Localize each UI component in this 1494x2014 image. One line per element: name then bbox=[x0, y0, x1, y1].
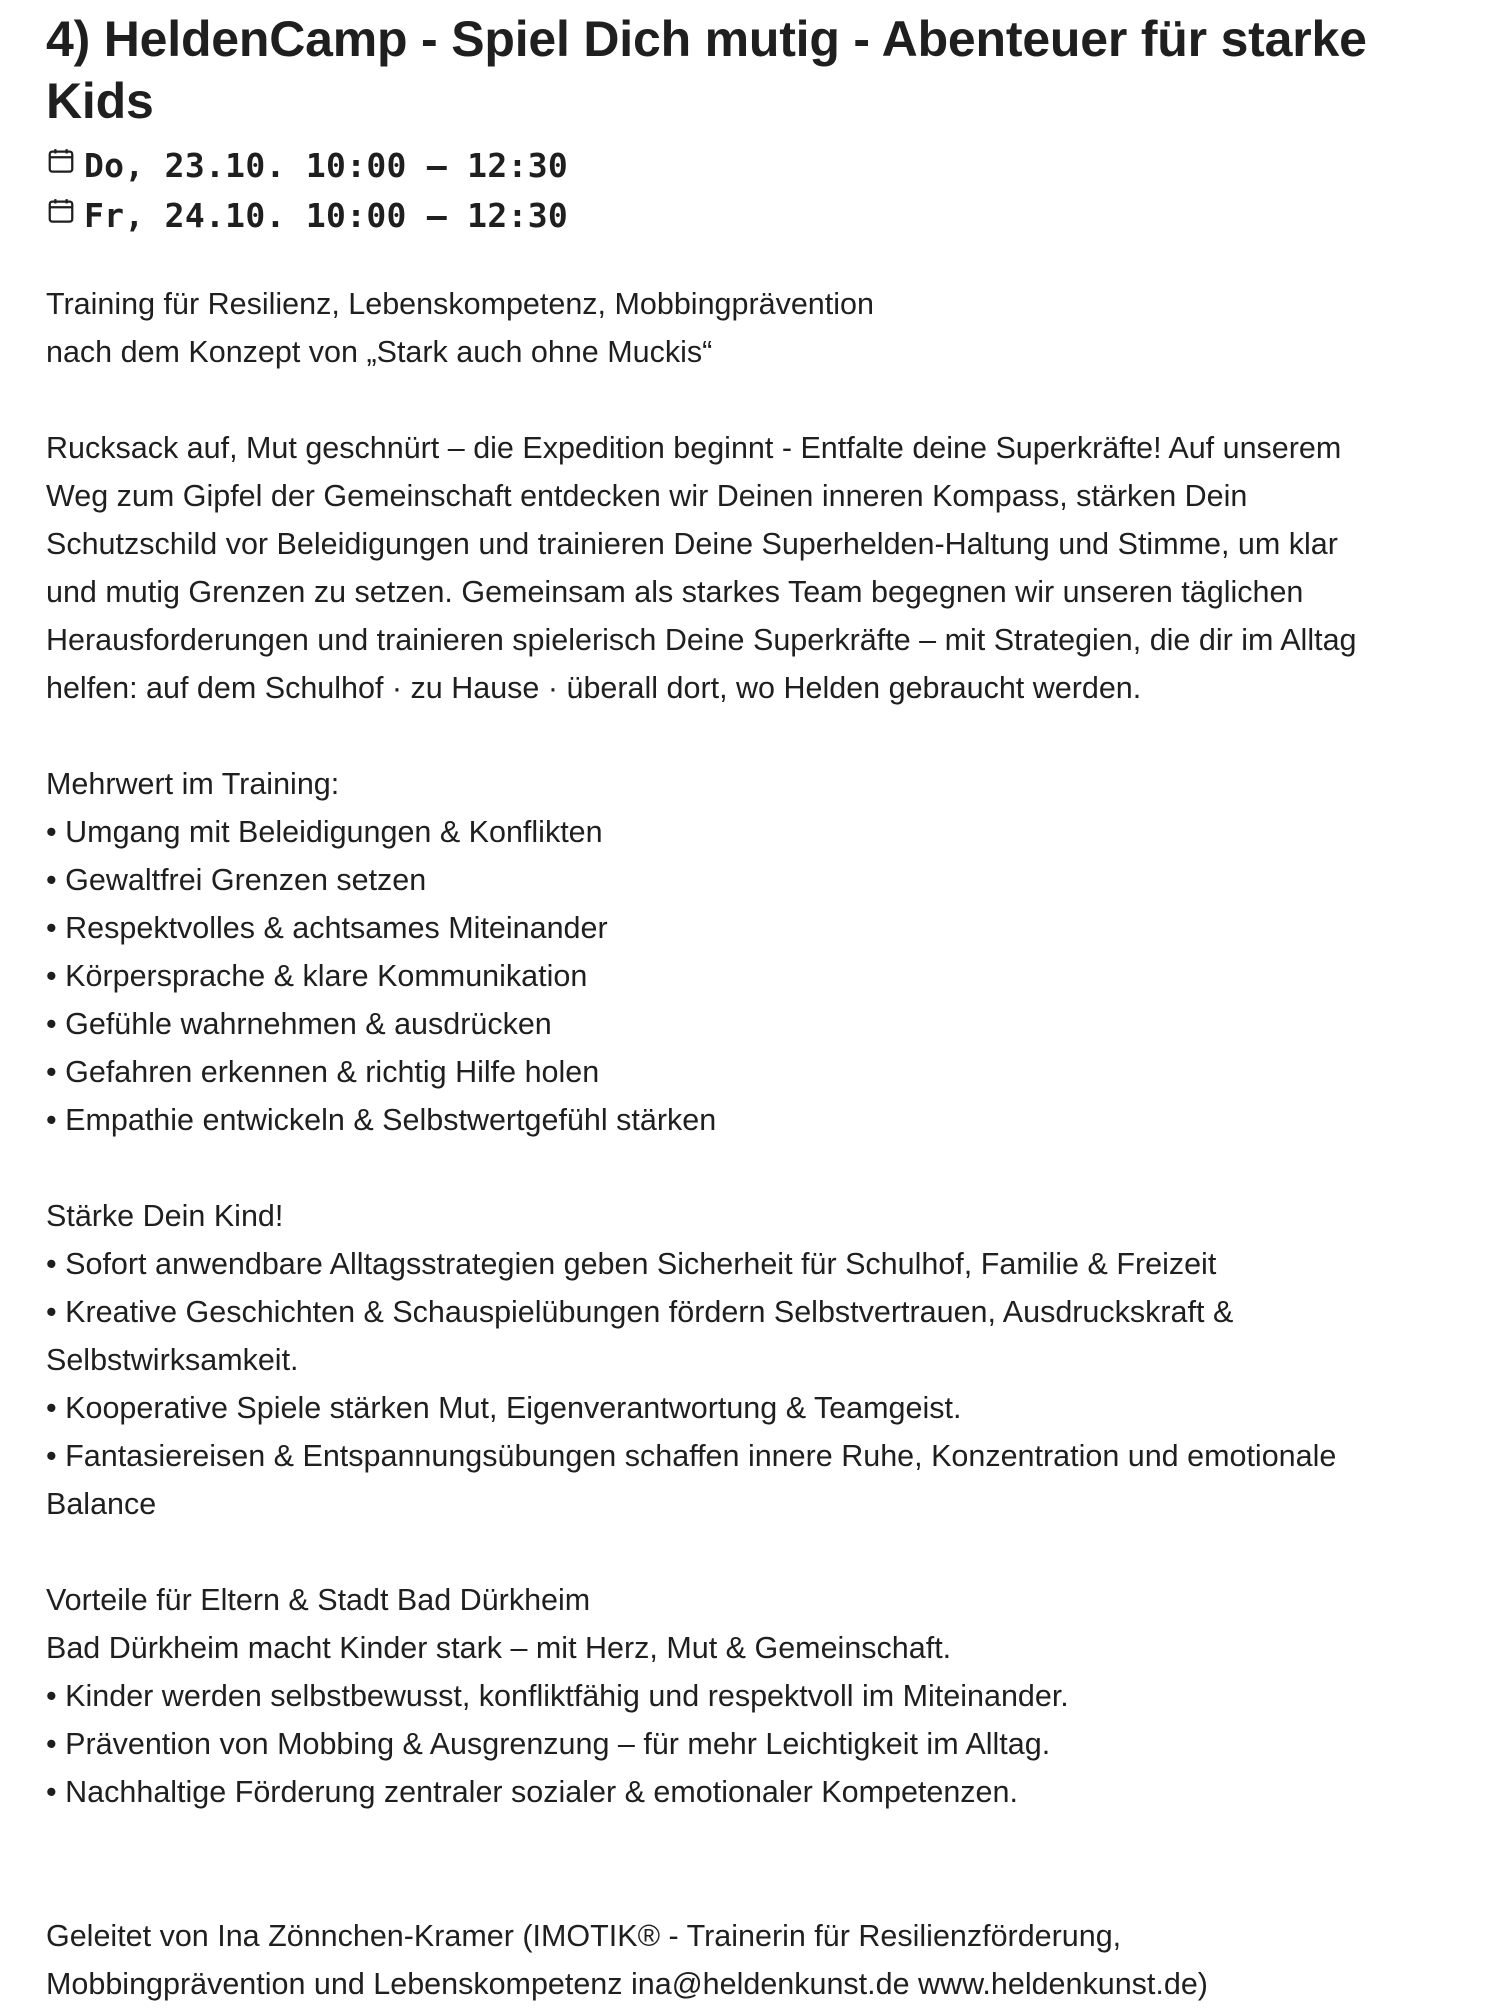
vorteile-heading: Vorteile für Eltern & Stadt Bad Dürkheim bbox=[46, 1583, 591, 1617]
list-item: • Respektvolles & achtsames Miteinander bbox=[46, 911, 608, 945]
description-line: Schutzschild vor Beleidigungen und trainieren Deine Superhelden-Haltung und Stimme, um klar bbox=[46, 527, 1338, 561]
list-item: • Fantasiereisen & Entspannungsübungen schaffen innere Ruhe, Konzentration und emotionale bbox=[46, 1439, 1337, 1473]
list-item: • Körpersprache & klare Kommunikation bbox=[46, 959, 588, 993]
list-item: • Gefühle wahrnehmen & ausdrücken bbox=[46, 1007, 552, 1041]
description-line: helfen: auf dem Schulhof · zu Hause · überall dort, wo Helden gebraucht werden. bbox=[46, 671, 1142, 705]
calendar-icon bbox=[46, 196, 76, 226]
date-text: Fr, 24.10. 10:00 – 12:30 bbox=[84, 195, 569, 235]
list-item: • Nachhaltige Förderung zentraler sozialer & emotionaler Kompetenzen. bbox=[46, 1775, 1018, 1809]
description-line: Herausforderungen und trainieren spielerisch Deine Superkräfte – mit Strategien, die dir im Alltag bbox=[46, 623, 1357, 657]
list-item: • Umgang mit Beleidigungen & Konflikten bbox=[46, 815, 603, 849]
list-item: • Gefahren erkennen & richtig Hilfe holen bbox=[46, 1055, 600, 1089]
description-line: Rucksack auf, Mut geschnürt – die Expedition beginnt - Entfalte deine Superkräfte! Auf unserem bbox=[46, 431, 1342, 465]
event-description bbox=[46, 280, 1448, 2008]
list-item: • Prävention von Mobbing & Ausgrenzung – für mehr Leichtigkeit im Alltag. bbox=[46, 1727, 1051, 1761]
date-text: Do, 23.10. 10:00 – 12:30 bbox=[84, 145, 569, 185]
footer-line: Mobbingprävention und Lebenskompetenz ina@heldenkunst.de www.heldenkunst.de) bbox=[46, 1967, 1208, 2001]
list-item: Selbstwirksamkeit. bbox=[46, 1343, 299, 1377]
list-item: • Kinder werden selbstbewusst, konfliktfähig und respektvoll im Miteinander. bbox=[46, 1679, 1069, 1713]
list-item: • Kooperative Spiele stärken Mut, Eigenverantwortung & Teamgeist. bbox=[46, 1391, 962, 1425]
intro-line: nach dem Konzept von „Stark auch ohne Muckis“ bbox=[46, 335, 713, 369]
list-item: • Gewaltfrei Grenzen setzen bbox=[46, 863, 427, 897]
date-row bbox=[46, 190, 1448, 240]
intro-line: Training für Resilienz, Lebenskompetenz, Mobbingprävention bbox=[46, 287, 874, 321]
event-title: 4) HeldenCamp - Spiel Dich mutig - Abenteuer für starke Kids bbox=[46, 11, 1367, 129]
list-item: • Empathie entwickeln & Selbstwertgefühl stärken bbox=[46, 1103, 717, 1137]
list-item: • Sofort anwendbare Alltagsstrategien geben Sicherheit für Schulhof, Familie & Freizeit bbox=[46, 1247, 1217, 1281]
description-line: Weg zum Gipfel der Gemeinschaft entdecken wir Deinen inneren Kompass, stärken Dein bbox=[46, 479, 1248, 513]
calendar-icon bbox=[46, 146, 76, 176]
list-item: • Kreative Geschichten & Schauspielübungen fördern Selbstvertrauen, Ausdruckskraft & bbox=[46, 1295, 1234, 1329]
event-dates bbox=[46, 140, 1448, 240]
date-row bbox=[46, 140, 1448, 190]
mehrwert-heading: Mehrwert im Training: bbox=[46, 767, 340, 801]
staerke-heading: Stärke Dein Kind! bbox=[46, 1199, 284, 1233]
description-line: und mutig Grenzen zu setzen. Gemeinsam als starkes Team begegnen wir unseren täglichen bbox=[46, 575, 1304, 609]
list-item: Balance bbox=[46, 1487, 157, 1521]
vorteile-subheading: Bad Dürkheim macht Kinder stark – mit Herz, Mut & Gemeinschaft. bbox=[46, 1631, 952, 1665]
footer-line: Geleitet von Ina Zönnchen-Kramer (IMOTIK® - Trainerin für Resilienzförderung, bbox=[46, 1919, 1122, 1953]
